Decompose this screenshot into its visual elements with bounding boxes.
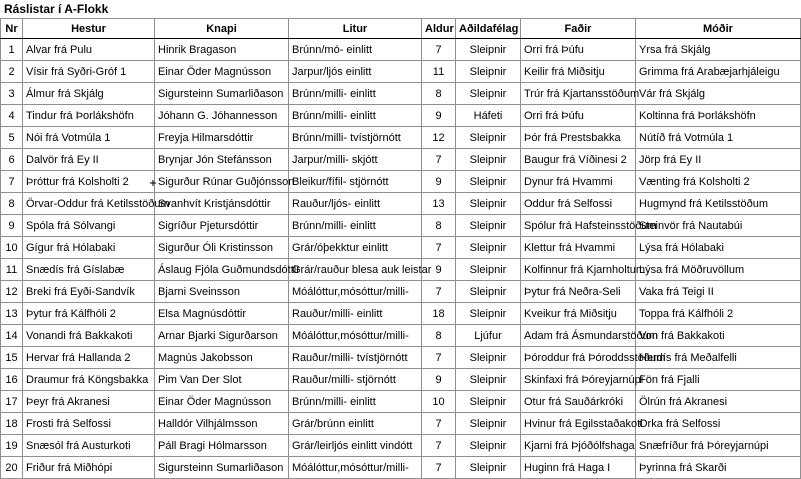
- cell-nr[interactable]: 2: [1, 61, 23, 83]
- cell-knapi[interactable]: Pim Van Der Slot: [155, 369, 289, 391]
- cell-knapi[interactable]: Magnús Jakobsson: [155, 347, 289, 369]
- spreadsheet-grid: [0, 18, 801, 479]
- cell-hestur[interactable]: Spóla frá Sólvangi: [23, 215, 155, 237]
- cell-felag[interactable]: Sleipnir: [456, 303, 521, 325]
- cell-fadir[interactable]: Þór frá Prestsbakka: [521, 127, 636, 149]
- header-knapi[interactable]: Knapi: [155, 19, 289, 39]
- cell-felag[interactable]: Sleipnir: [456, 61, 521, 83]
- cell-nr[interactable]: 8: [1, 193, 23, 215]
- cell-modir[interactable]: Lýsa frá Möðruvöllum: [636, 259, 801, 281]
- cell-fadir[interactable]: Keilir frá Miðsitju: [521, 61, 636, 83]
- cell-felag[interactable]: Sleipnir: [456, 281, 521, 303]
- cell-litur[interactable]: Grár/brúnn einlitt: [289, 413, 422, 435]
- table-row: [1, 391, 801, 413]
- cell-knapi[interactable]: Svanhvít Kristjánsdóttir: [155, 193, 289, 215]
- cell-litur[interactable]: Bleikur/fífil- stjörnótt: [289, 171, 422, 193]
- cell-litur[interactable]: Grár/rauður blesa auk leistar: [289, 259, 422, 281]
- cell-modir[interactable]: Vaka frá Teigi II: [636, 281, 801, 303]
- table-row: [1, 83, 801, 105]
- cell-hestur[interactable]: Tindur frá Þorlákshöfn: [23, 105, 155, 127]
- cell-modir[interactable]: Von frá Bakkakoti: [636, 325, 801, 347]
- cell-hestur[interactable]: Dalvör frá Ey II: [23, 149, 155, 171]
- cell-modir[interactable]: Hugmynd frá Ketilsstöðum: [636, 193, 801, 215]
- cell-knapi[interactable]: Bjarni Sveinsson: [155, 281, 289, 303]
- cell-knapi[interactable]: Arnar Bjarki Sigurðarson: [155, 325, 289, 347]
- cell-aldur[interactable]: 13: [422, 193, 456, 215]
- cell-fadir[interactable]: Kveikur frá Miðsitju: [521, 303, 636, 325]
- table-row: [1, 303, 801, 325]
- cell-nr[interactable]: 4: [1, 105, 23, 127]
- cell-hestur[interactable]: Þytur frá Kálfhóli 2: [23, 303, 155, 325]
- cell-knapi[interactable]: Sigurður Óli Kristinsson: [155, 237, 289, 259]
- cell-nr[interactable]: 1: [1, 39, 23, 61]
- cell-aldur[interactable]: 7: [422, 435, 456, 457]
- cell-modir[interactable]: Ölrún frá Akranesi: [636, 391, 801, 413]
- cell-aldur[interactable]: 7: [422, 347, 456, 369]
- cell-felag[interactable]: Sleipnir: [456, 127, 521, 149]
- cell-nr[interactable]: 18: [1, 413, 23, 435]
- cell-aldur[interactable]: 7: [422, 457, 456, 479]
- cell-felag[interactable]: Sleipnir: [456, 369, 521, 391]
- cell-modir[interactable]: Koltinna frá Þorlákshöfn: [636, 105, 801, 127]
- cell-litur[interactable]: Grár/óþekktur einlitt: [289, 237, 422, 259]
- cell-hestur[interactable]: Þeyr frá Akranesi: [23, 391, 155, 413]
- cell-hestur[interactable]: Frosti frá Selfossi: [23, 413, 155, 435]
- table-row: [1, 457, 801, 479]
- cell-hestur[interactable]: Friður frá Miðhópi: [23, 457, 155, 479]
- cell-modir[interactable]: Herdís frá Meðalfelli: [636, 347, 801, 369]
- cell-hestur[interactable]: Hervar frá Hallanda 2: [23, 347, 155, 369]
- cell-fadir[interactable]: Hvinur frá Egilsstaðakoti: [521, 413, 636, 435]
- cell-aldur[interactable]: 8: [422, 215, 456, 237]
- cell-modir[interactable]: Vænting frá Kolsholti 2: [636, 171, 801, 193]
- cell-felag[interactable]: Sleipnir: [456, 237, 521, 259]
- table-row: [1, 149, 801, 171]
- cell-fadir[interactable]: Kjarni frá Þjóðólfshaga: [521, 435, 636, 457]
- cell-hestur[interactable]: Gígur frá Hólabaki: [23, 237, 155, 259]
- table-row: [1, 369, 801, 391]
- cell-hestur[interactable]: Alvar frá Pulu: [23, 39, 155, 61]
- cell-litur[interactable]: Rauður/ljós- einlitt: [289, 193, 422, 215]
- table-row: [1, 105, 801, 127]
- cell-nr[interactable]: 10: [1, 237, 23, 259]
- cell-litur[interactable]: Móálóttur,mósóttur/milli-: [289, 325, 422, 347]
- cell-aldur[interactable]: 9: [422, 259, 456, 281]
- cell-modir[interactable]: Þyrinna frá Skarði: [636, 457, 801, 479]
- header-felag[interactable]: Aðildafélag: [456, 19, 521, 39]
- cell-litur[interactable]: Brúnn/milli- einlitt: [289, 105, 422, 127]
- table-row: [1, 259, 801, 281]
- cell-aldur[interactable]: 12: [422, 127, 456, 149]
- cell-felag[interactable]: Sleipnir: [456, 83, 521, 105]
- cell-modir[interactable]: Vár frá Skjálg: [636, 83, 801, 105]
- cell-nr[interactable]: 5: [1, 127, 23, 149]
- cell-knapi[interactable]: Sigríður Pjetursdóttir: [155, 215, 289, 237]
- cell-litur[interactable]: Rauður/milli- tvístjörnótt: [289, 347, 422, 369]
- cell-modir[interactable]: Toppa frá Kálfhóli 2: [636, 303, 801, 325]
- cell-felag[interactable]: Sleipnir: [456, 457, 521, 479]
- table-row: [1, 39, 801, 61]
- cell-hestur[interactable]: Örvar-Oddur frá Ketilsstöðum: [23, 193, 155, 215]
- cell-modir[interactable]: Grimma frá Arabæjarhjáleigu: [636, 61, 801, 83]
- cell-knapi[interactable]: Brynjar Jón Stefánsson: [155, 149, 289, 171]
- cell-modir[interactable]: Yrsa frá Skjálg: [636, 39, 801, 61]
- cell-nr[interactable]: 6: [1, 149, 23, 171]
- cell-hestur[interactable]: Álmur frá Skjálg: [23, 83, 155, 105]
- cell-litur[interactable]: Jarpur/milli- skjótt: [289, 149, 422, 171]
- cell-litur[interactable]: Brúnn/milli- einlitt: [289, 215, 422, 237]
- cell-fadir[interactable]: Orri frá Þúfu: [521, 105, 636, 127]
- cell-modir[interactable]: Orka frá Selfossi: [636, 413, 801, 435]
- cell-felag[interactable]: Sleipnir: [456, 149, 521, 171]
- cell-aldur[interactable]: 18: [422, 303, 456, 325]
- cell-felag[interactable]: Sleipnir: [456, 391, 521, 413]
- cell-aldur[interactable]: 9: [422, 171, 456, 193]
- cell-modir[interactable]: Steinvör frá Nautabúi: [636, 215, 801, 237]
- header-litur[interactable]: Litur: [289, 19, 422, 39]
- cell-knapi[interactable]: Elsa Magnúsdóttir: [155, 303, 289, 325]
- cell-nr[interactable]: 16: [1, 369, 23, 391]
- sheet-title[interactable]: Ráslistar í A-Flokk: [4, 2, 109, 16]
- table-row: [1, 413, 801, 435]
- table-body: [1, 39, 801, 479]
- header-modir[interactable]: Móðir: [636, 19, 801, 39]
- cell-fadir[interactable]: Otur frá Sauðárkróki: [521, 391, 636, 413]
- cell-hestur[interactable]: Snædís frá Gíslabæ: [23, 259, 155, 281]
- cell-knapi[interactable]: Jóhann G. Jóhannesson: [155, 105, 289, 127]
- cell-modir[interactable]: Fön frá Fjalli: [636, 369, 801, 391]
- cell-litur[interactable]: Brúnn/milli- tvístjörnótt: [289, 127, 422, 149]
- cell-modir[interactable]: Nútíð frá Votmúla 1: [636, 127, 801, 149]
- table-row: [1, 281, 801, 303]
- cell-aldur[interactable]: 8: [422, 325, 456, 347]
- cell-litur[interactable]: Brúnn/milli- einlitt: [289, 83, 422, 105]
- cell-felag[interactable]: Sleipnir: [456, 259, 521, 281]
- cell-modir[interactable]: Jörp frá Ey II: [636, 149, 801, 171]
- table-row: [1, 171, 801, 193]
- cell-fadir[interactable]: Trúr frá Kjartansstöðum: [521, 83, 636, 105]
- cell-nr[interactable]: 11: [1, 259, 23, 281]
- cell-aldur[interactable]: 7: [422, 237, 456, 259]
- cell-felag[interactable]: Sleipnir: [456, 347, 521, 369]
- header-aldur[interactable]: Aldur: [422, 19, 456, 39]
- cell-knapi[interactable]: Halldór Vilhjálmsson: [155, 413, 289, 435]
- cell-felag[interactable]: Sleipnir: [456, 39, 521, 61]
- header-row: [1, 19, 801, 39]
- cell-cursor-icon: [150, 180, 156, 186]
- header-nr[interactable]: Nr: [1, 19, 23, 39]
- cell-knapi[interactable]: Freyja Hilmarsdóttir: [155, 127, 289, 149]
- cell-fadir[interactable]: Klettur frá Hvammi: [521, 237, 636, 259]
- cell-hestur[interactable]: Draumur frá Köngsbakka: [23, 369, 155, 391]
- cell-modir[interactable]: Snæfríður frá Þóreyjarnúpi: [636, 435, 801, 457]
- cell-fadir[interactable]: Orri frá Þúfu: [521, 39, 636, 61]
- cell-felag[interactable]: Ljúfur: [456, 325, 521, 347]
- cell-fadir[interactable]: Kolfinnur frá Kjarnholtum: [521, 259, 636, 281]
- cell-knapi[interactable]: Hinrik Bragason: [155, 39, 289, 61]
- cell-aldur[interactable]: 10: [422, 391, 456, 413]
- cell-hestur[interactable]: Nói frá Votmúla 1: [23, 127, 155, 149]
- cell-hestur[interactable]: Breki frá Eyði-Sandvík: [23, 281, 155, 303]
- cell-fadir[interactable]: Spólur frá Hafsteinsstöðum: [521, 215, 636, 237]
- cell-aldur[interactable]: 9: [422, 105, 456, 127]
- cell-fadir[interactable]: Huginn frá Haga I: [521, 457, 636, 479]
- cell-felag[interactable]: Sleipnir: [456, 171, 521, 193]
- cell-nr[interactable]: 17: [1, 391, 23, 413]
- cell-knapi[interactable]: Áslaug Fjóla Guðmundsdóttir: [155, 259, 289, 281]
- cell-litur[interactable]: Rauður/milli- einlitt: [289, 303, 422, 325]
- cell-knapi[interactable]: Einar Öder Magnússon: [155, 391, 289, 413]
- cell-nr[interactable]: 12: [1, 281, 23, 303]
- cell-fadir[interactable]: Adam frá Ásmundarstöðum: [521, 325, 636, 347]
- cell-litur[interactable]: Móálóttur,mósóttur/milli-: [289, 457, 422, 479]
- cell-nr[interactable]: 7: [1, 171, 23, 193]
- cell-nr[interactable]: 19: [1, 435, 23, 457]
- cell-nr[interactable]: 3: [1, 83, 23, 105]
- table-row: [1, 237, 801, 259]
- cell-litur[interactable]: Brúnn/milli- einlitt: [289, 391, 422, 413]
- table-row: [1, 325, 801, 347]
- cell-aldur[interactable]: 7: [422, 149, 456, 171]
- cell-nr[interactable]: 20: [1, 457, 23, 479]
- cell-litur[interactable]: Jarpur/ljós einlitt: [289, 61, 422, 83]
- cell-nr[interactable]: 9: [1, 215, 23, 237]
- cell-knapi[interactable]: Sigursteinn Sumarliðason: [155, 457, 289, 479]
- cell-nr[interactable]: 14: [1, 325, 23, 347]
- table-row: [1, 215, 801, 237]
- cell-felag[interactable]: Sleipnir: [456, 435, 521, 457]
- cell-hestur[interactable]: Vonandi frá Bakkakoti: [23, 325, 155, 347]
- cell-litur[interactable]: Rauður/milli- stjörnótt: [289, 369, 422, 391]
- cell-fadir[interactable]: Oddur frá Selfossi: [521, 193, 636, 215]
- cell-knapi[interactable]: Sigursteinn Sumarliðason: [155, 83, 289, 105]
- cell-nr[interactable]: 13: [1, 303, 23, 325]
- table-row: [1, 193, 801, 215]
- cell-felag[interactable]: Sleipnir: [456, 413, 521, 435]
- cell-knapi[interactable]: Einar Öder Magnússon: [155, 61, 289, 83]
- table-row: [1, 61, 801, 83]
- cell-fadir[interactable]: Baugur frá Víðinesi 2: [521, 149, 636, 171]
- cell-fadir[interactable]: Dynur frá Hvammi: [521, 171, 636, 193]
- cell-litur[interactable]: Brúnn/mó- einlitt: [289, 39, 422, 61]
- cell-felag[interactable]: Sleipnir: [456, 215, 521, 237]
- cell-hestur[interactable]: Snæsól frá Austurkoti: [23, 435, 155, 457]
- cell-fadir[interactable]: Þóroddur frá Þóroddsstöðum: [521, 347, 636, 369]
- cell-aldur[interactable]: 7: [422, 281, 456, 303]
- cell-aldur[interactable]: 11: [422, 61, 456, 83]
- cell-litur[interactable]: Grár/leirljós einlitt vindótt: [289, 435, 422, 457]
- table-row: [1, 435, 801, 457]
- header-fadir[interactable]: Faðir: [521, 19, 636, 39]
- table-row: [1, 347, 801, 369]
- cell-aldur[interactable]: 9: [422, 369, 456, 391]
- cell-knapi[interactable]: Sigurður Rúnar Guðjónsson: [155, 171, 289, 193]
- cell-aldur[interactable]: 8: [422, 83, 456, 105]
- cell-aldur[interactable]: 7: [422, 39, 456, 61]
- cell-knapi[interactable]: Páll Bragi Hólmarsson: [155, 435, 289, 457]
- cell-fadir[interactable]: Þytur frá Neðra-Seli: [521, 281, 636, 303]
- cell-fadir[interactable]: Skinfaxi frá Þóreyjarnúpi: [521, 369, 636, 391]
- cell-felag[interactable]: Háfeti: [456, 105, 521, 127]
- cell-felag[interactable]: Sleipnir: [456, 193, 521, 215]
- cell-hestur[interactable]: Vísir frá Syðri-Gróf 1: [23, 61, 155, 83]
- cell-aldur[interactable]: 7: [422, 413, 456, 435]
- cell-hestur[interactable]: Þróttur frá Kolsholti 2: [23, 171, 155, 193]
- cell-litur[interactable]: Móálóttur,mósóttur/milli-: [289, 281, 422, 303]
- cell-nr[interactable]: 15: [1, 347, 23, 369]
- cell-modir[interactable]: Lýsa frá Hólabaki: [636, 237, 801, 259]
- header-hestur[interactable]: Hestur: [23, 19, 155, 39]
- table-row: [1, 127, 801, 149]
